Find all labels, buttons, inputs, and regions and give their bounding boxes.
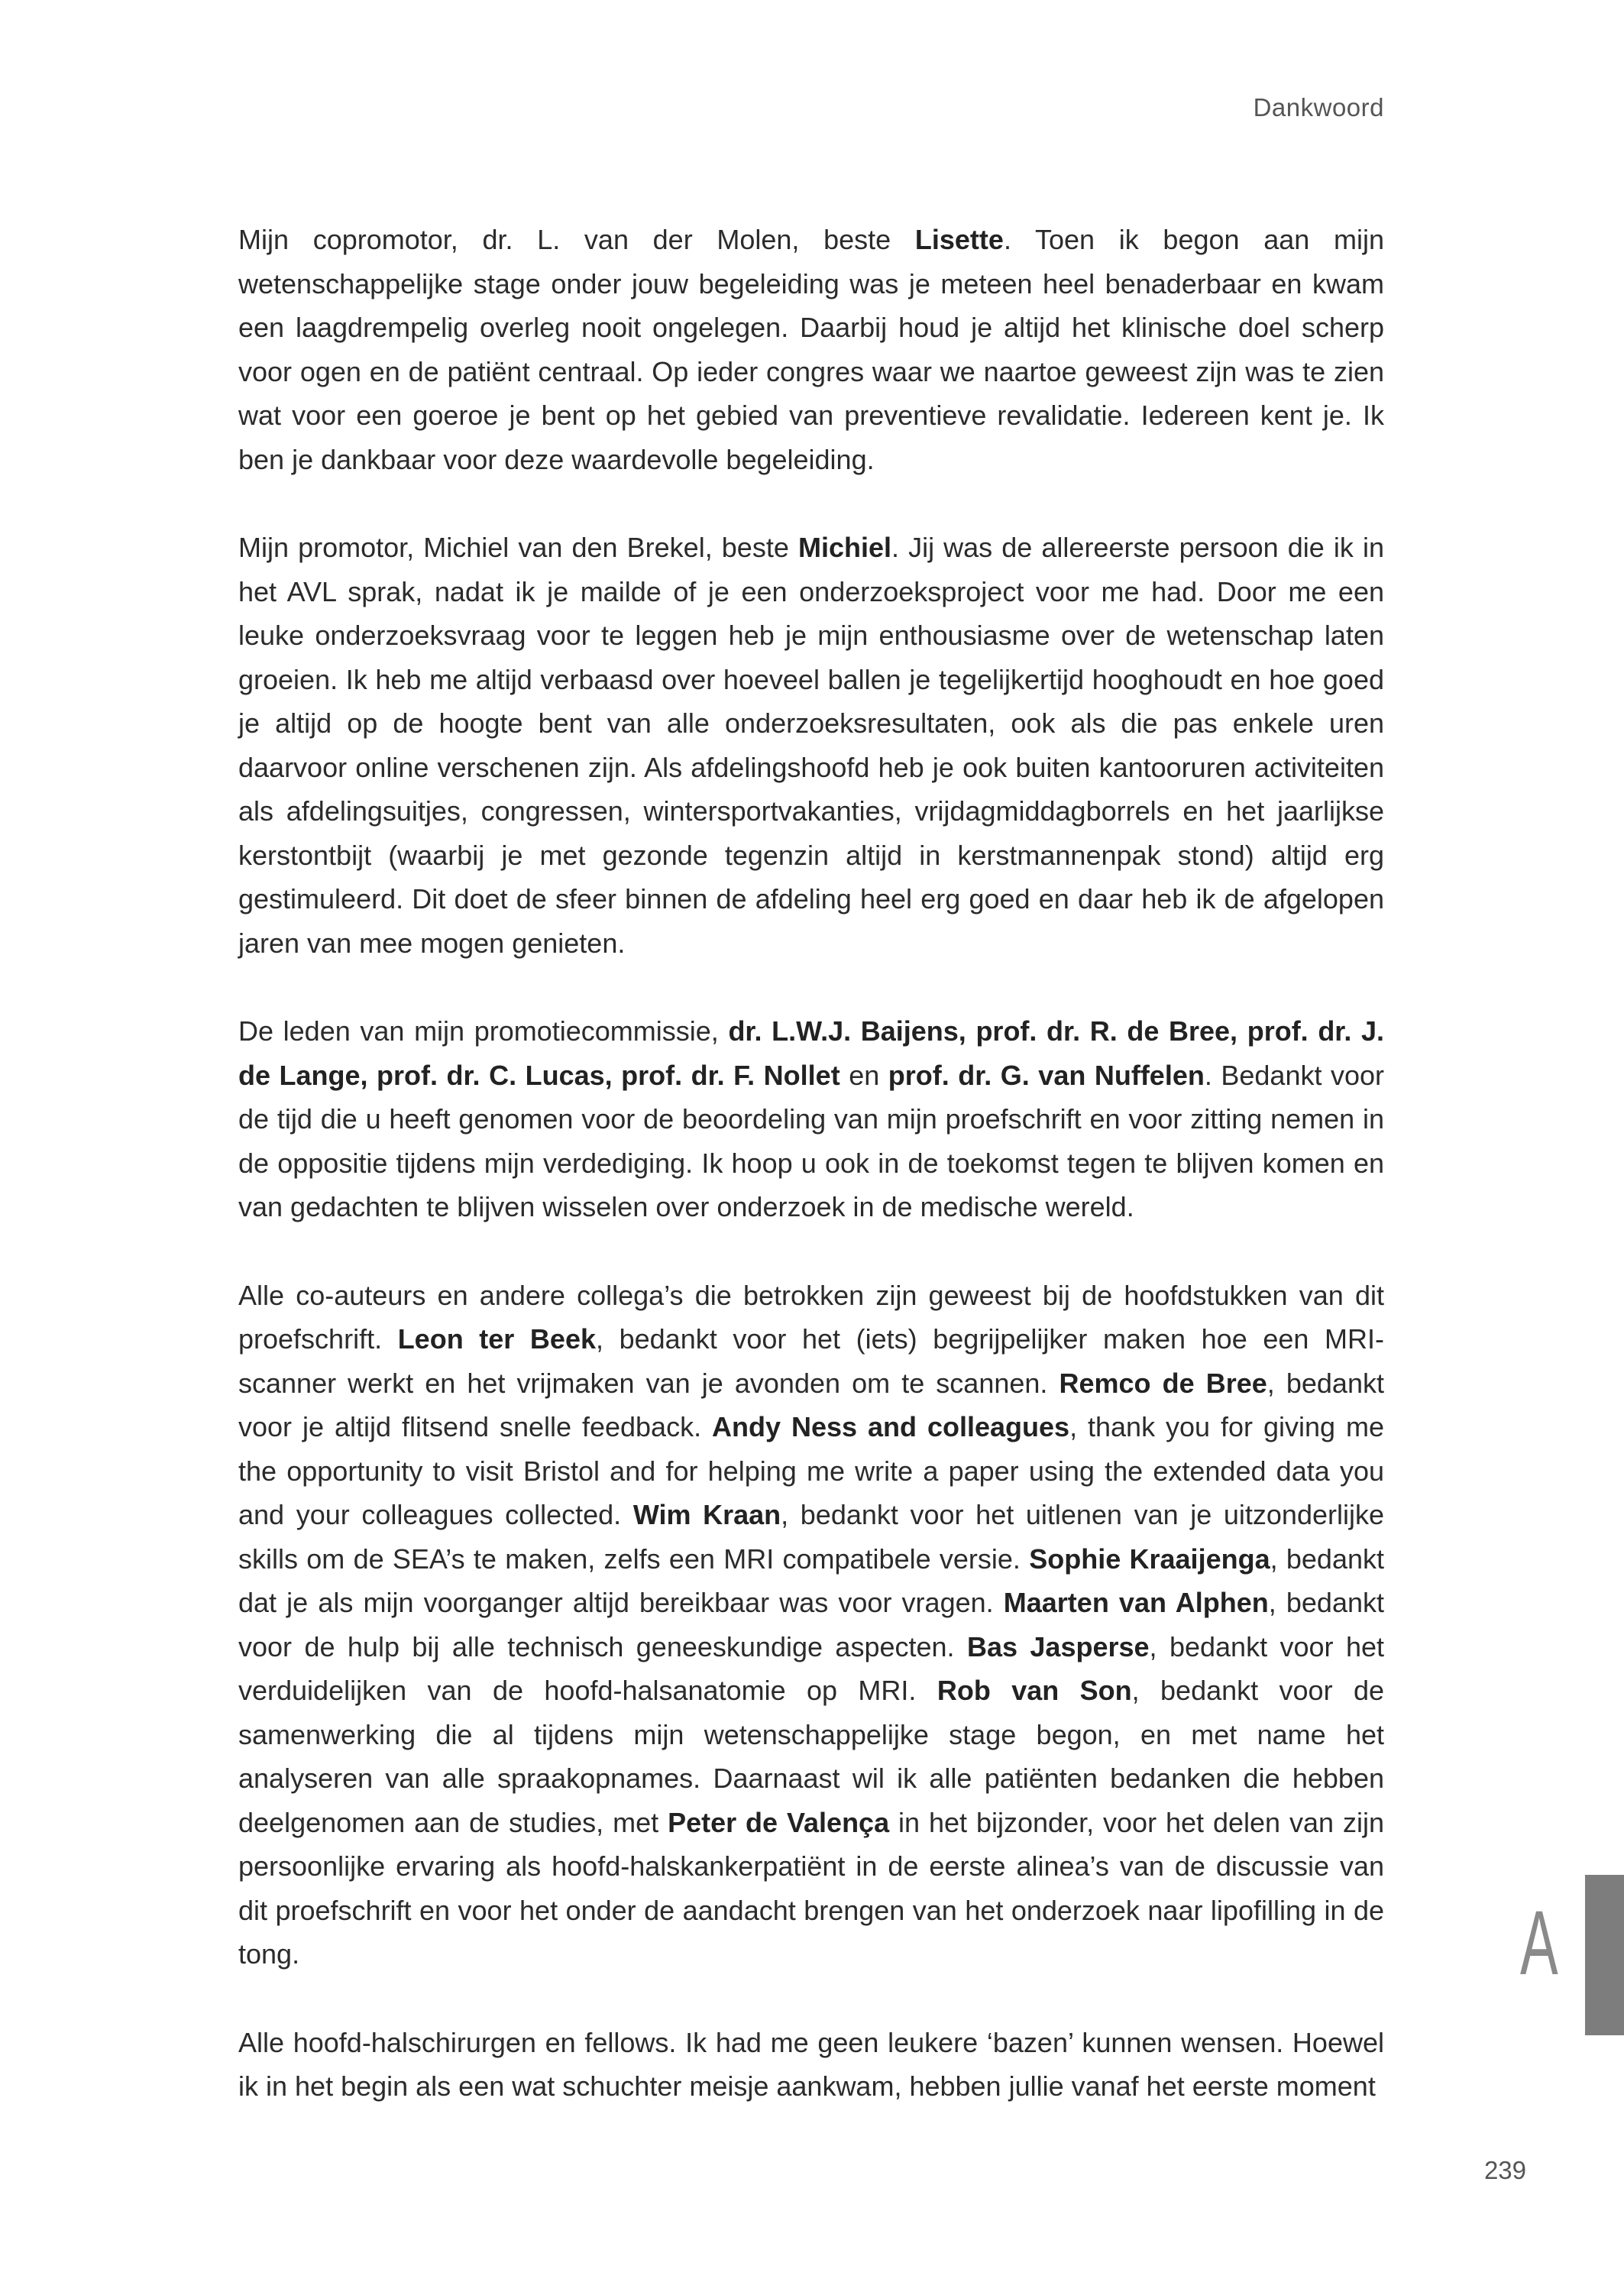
bold-name-run: Remco de Bree <box>1059 1367 1267 1399</box>
text-run: . Toen ik begon aan mijn wetenschappelijke stage onder jouw begeleiding was je meteen heel benaderbaar en kwam een laagdrempelig overleg nooit ongelegen. Daarbij houd je altijd het klinische doel scherp voor ogen en de patiënt centraal. Op ieder congres waar we naartoe geweest zijn was te zien wat voor een goeroe je bent op het gebied van preventieve revalidatie. Iedereen kent je. Ik ben je dankbaar voor deze waardevolle begeleiding. <box>238 224 1384 475</box>
bold-name-run: Maarten van Alphen <box>1003 1587 1269 1618</box>
text-run: Mijn promotor, Michiel van den Brekel, beste <box>238 532 798 563</box>
running-header: Dankwoord <box>1253 93 1384 121</box>
appendix-letter: A <box>1520 1892 1558 1994</box>
bold-name-run: dr. L.W.J. Baijens, prof. dr. R. de Bree, prof. dr. J. de Lange, prof. dr. C. Lucas, prof. dr. F. Nollet <box>238 1015 1384 1091</box>
bold-name-run: Michiel <box>797 532 891 563</box>
body-text <box>238 218 1384 2153</box>
paragraph-committee <box>238 1009 1384 1229</box>
text-run: , bedankt voor het uitlenen van je uitzonderlijke skills om de SEA’s te maken, zelfs een MRI compatibele versie. <box>238 1499 1384 1575</box>
text-run: , bedankt voor de samenwerking die al tijdens mijn wetenschappelijke stage begon, en met name het analyseren van alle spraakopnames. Daarnaast wil ik alle patiënten bedanken die hebben deelgenomen aan de studies, met <box>238 1675 1384 1838</box>
text-run: . Bedankt voor de tijd die u heeft genomen voor de beoordeling van mijn proefschrift en voor zitting nemen in de oppositie tijdens mijn verdediging. Ik hoop u ook in de toekomst tegen te blijven komen en van gedachten te blijven wisselen over onderzoek in de medische wereld. <box>238 1059 1385 1222</box>
bold-name-run: Peter de Valença <box>668 1806 890 1838</box>
text-run: , thank you for giving me the opportunity to visit Bristol and for helping me write a paper using the extended data you and your colleagues collected. <box>238 1411 1385 1530</box>
bold-name-run: Bas Jasperse <box>966 1630 1150 1662</box>
bold-name-run: Sophie Kraaijenga <box>1029 1543 1270 1575</box>
text-run: De leden van mijn promotiecommissie, <box>238 1015 729 1047</box>
text-run: , bedankt voor de hulp bij alle technisch geneeskundige aspecten. <box>238 1587 1384 1662</box>
appendix-thumb-tab <box>1585 1875 1624 2035</box>
bold-name-run: prof. dr. G. van Nuffelen <box>888 1059 1205 1091</box>
bold-name-run: Rob van Son <box>937 1675 1132 1706</box>
text-run: , bedankt voor het verduidelijken van de hoofd-halsanatomie op MRI. <box>238 1630 1384 1706</box>
text-run: , bedankt dat je als mijn voorganger altijd bereikbaar was voor vragen. <box>238 1543 1384 1618</box>
text-run: , bedankt voor het (iets) begrijpelijker maken hoe een MRI-scanner werkt en het vrijmaken van je avonden om te scannen. <box>238 1323 1384 1399</box>
bold-name-run: Andy Ness and colleagues <box>712 1411 1070 1442</box>
bold-name-run: Lisette <box>914 224 1004 255</box>
paragraph-promotor <box>238 526 1384 965</box>
paragraph-surgeons <box>238 2021 1384 2109</box>
text-run: Mijn copromotor, dr. L. van der Molen, beste <box>238 224 915 255</box>
paragraph-coauthors <box>238 1274 1384 1976</box>
text-run: en <box>839 1059 888 1091</box>
text-run: Alle hoofd-halschirurgen en fellows. Ik had me geen leukere ‘bazen’ kunnen wensen. Hoewel ik in het begin als een wat schuchter meisje aankwam, hebben jullie vanaf het eerste moment <box>238 2026 1384 2102</box>
text-run: . Jij was de allereerste persoon die ik in het AVL sprak, nadat ik je mailde of je een onderzoeksproject voor me had. Door me een leuke onderzoeksvraag voor te leggen heb je mijn enthousiasme over de wetenschap laten groeien. Ik heb me altijd verbaasd over hoeveel ballen je tegelijkertijd hooghoudt en hoe goed je altijd op de hoogte bent van alle onderzoeksresultaten, ook als die pas enkele uren daarvoor online verschenen zijn. Als afdelingshoofd heb je ook buiten kantooruren activiteiten als afdelingsuitjes, congressen, wintersportvakanties, vrijdagmiddagborrels en het jaarlijkse kerstontbijt (waarbij je met gezonde tegenzin altijd in kerstmannenpak stond) altijd erg gestimuleerd. Dit doet de sfeer binnen de afdeling heel erg goed en daar heb ik de afgelopen jaren van mee mogen genieten. <box>238 532 1384 959</box>
page-number: 239 <box>1483 2156 1526 2184</box>
bold-name-run: Wim Kraan <box>632 1499 781 1530</box>
text-run: Alle co-auteurs en andere collega’s die betrokken zijn geweest bij de hoofdstukken van dit proefschrift. <box>238 1279 1384 1355</box>
bold-name-run: Leon ter Beek <box>397 1323 596 1355</box>
text-run: , bedankt voor je altijd flitsend snelle feedback. <box>238 1367 1384 1442</box>
paragraph-copromotor <box>238 218 1384 481</box>
text-run: in het bijzonder, voor het delen van zijn persoonlijke ervaring als hoofd-halskankerpatiënt in de eerste alinea’s van de discussie van dit proefschrift en voor het onder de aandacht brengen van het onderzoek naar lipofilling in de tong. <box>238 1806 1385 1970</box>
